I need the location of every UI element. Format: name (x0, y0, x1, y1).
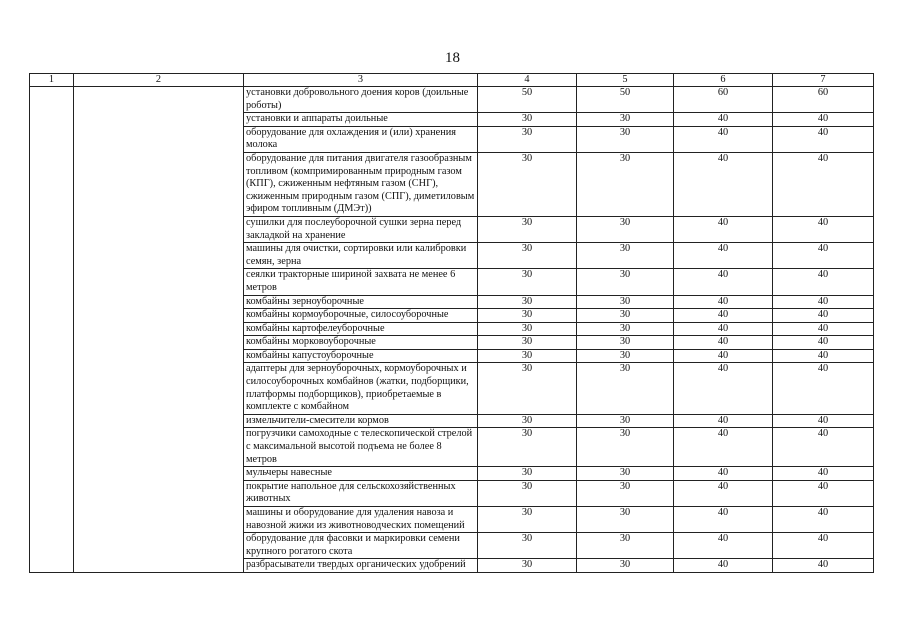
value-cell-c5: 30 (577, 309, 674, 323)
equipment-name-cell: погрузчики самоходные с телескопической стрелой с максимальной высотой подъема не более 8 метров (244, 428, 478, 467)
value-cell-c5: 30 (577, 322, 674, 336)
equipment-name-cell: комбайны морковоуборочные (244, 336, 478, 350)
value-cell-c6: 40 (674, 295, 773, 309)
value-cell-c4: 30 (478, 507, 577, 533)
column-header: 5 (577, 74, 674, 87)
column-header: 1 (30, 74, 74, 87)
table-row (30, 87, 874, 113)
column-header: 6 (674, 74, 773, 87)
value-cell-c4: 30 (478, 113, 577, 127)
equipment-name-cell: комбайны кормоуборочные, силосоуборочные (244, 309, 478, 323)
column-number-row (30, 74, 874, 87)
value-cell-c6: 40 (674, 243, 773, 269)
value-cell-c7: 40 (773, 363, 874, 414)
value-cell-c5: 30 (577, 295, 674, 309)
equipment-name-cell: установки и аппараты доильные (244, 113, 478, 127)
value-cell-c4: 30 (478, 216, 577, 242)
equipment-table (29, 73, 874, 573)
value-cell-c5: 30 (577, 363, 674, 414)
value-cell-c4: 30 (478, 428, 577, 467)
value-cell-c4: 30 (478, 414, 577, 428)
equipment-name-cell: оборудование для охлаждения и (или) хранения молока (244, 126, 478, 152)
value-cell-c7: 40 (773, 336, 874, 350)
value-cell-c7: 40 (773, 126, 874, 152)
value-cell-c5: 30 (577, 126, 674, 152)
equipment-name-cell: оборудование для питания двигателя газообразным топливом (компримированным природным газом (КПГ), сжиженным нефтяным газом (СНГ), сжиженным природным газом (СПГ), диметиловым эфиром топливным (ДМЭт)) (244, 152, 478, 216)
value-cell-c4: 30 (478, 152, 577, 216)
column-header: 4 (478, 74, 577, 87)
value-cell-c7: 40 (773, 243, 874, 269)
value-cell-c6: 40 (674, 322, 773, 336)
equipment-name-cell: мульчеры навесные (244, 467, 478, 481)
value-cell-c7: 40 (773, 322, 874, 336)
value-cell-c4: 30 (478, 363, 577, 414)
column-header: 2 (74, 74, 244, 87)
value-cell-c7: 40 (773, 269, 874, 295)
merged-cell-col-1 (30, 87, 74, 573)
value-cell-c6: 40 (674, 533, 773, 559)
value-cell-c4: 30 (478, 336, 577, 350)
value-cell-c4: 30 (478, 295, 577, 309)
value-cell-c4: 30 (478, 480, 577, 506)
value-cell-c5: 30 (577, 152, 674, 216)
value-cell-c6: 40 (674, 152, 773, 216)
value-cell-c5: 30 (577, 467, 674, 481)
value-cell-c7: 40 (773, 559, 874, 573)
value-cell-c5: 30 (577, 349, 674, 363)
merged-cell-col-2 (74, 87, 244, 573)
value-cell-c5: 50 (577, 87, 674, 113)
value-cell-c7: 40 (773, 152, 874, 216)
value-cell-c5: 30 (577, 414, 674, 428)
value-cell-c6: 40 (674, 363, 773, 414)
table-body (30, 87, 874, 573)
equipment-name-cell: машины для очистки, сортировки или калибровки семян, зерна (244, 243, 478, 269)
value-cell-c4: 50 (478, 87, 577, 113)
equipment-name-cell: сушилки для послеуборочной сушки зерна перед закладкой на хранение (244, 216, 478, 242)
value-cell-c7: 40 (773, 414, 874, 428)
equipment-name-cell: разбрасыватели твердых органических удобрений (244, 559, 478, 573)
value-cell-c7: 40 (773, 216, 874, 242)
equipment-name-cell: адаптеры для зерноуборочных, кормоуборочных и силосоуборочных комбайнов (жатки, подборщики, платформы подборщиков), приобретаемые в комплекте с комбайном (244, 363, 478, 414)
value-cell-c7: 40 (773, 309, 874, 323)
value-cell-c4: 30 (478, 243, 577, 269)
column-header: 3 (244, 74, 478, 87)
value-cell-c4: 30 (478, 467, 577, 481)
value-cell-c6: 40 (674, 467, 773, 481)
value-cell-c4: 30 (478, 533, 577, 559)
value-cell-c4: 30 (478, 126, 577, 152)
value-cell-c6: 40 (674, 414, 773, 428)
value-cell-c6: 40 (674, 126, 773, 152)
value-cell-c6: 40 (674, 309, 773, 323)
value-cell-c6: 40 (674, 480, 773, 506)
equipment-name-cell: измельчители-смесители кормов (244, 414, 478, 428)
equipment-name-cell: покрытие напольное для сельскохозяйственных животных (244, 480, 478, 506)
equipment-name-cell: сеялки тракторные шириной захвата не менее 6 метров (244, 269, 478, 295)
value-cell-c7: 40 (773, 113, 874, 127)
equipment-name-cell: комбайны картофелеуборочные (244, 322, 478, 336)
value-cell-c4: 30 (478, 559, 577, 573)
value-cell-c4: 30 (478, 349, 577, 363)
equipment-name-cell: комбайны зерноуборочные (244, 295, 478, 309)
column-header: 7 (773, 74, 874, 87)
equipment-name-cell: оборудование для фасовки и маркировки семени крупного рогатого скота (244, 533, 478, 559)
value-cell-c6: 40 (674, 113, 773, 127)
value-cell-c6: 40 (674, 428, 773, 467)
value-cell-c6: 40 (674, 559, 773, 573)
page-number: 18 (445, 50, 460, 66)
value-cell-c5: 30 (577, 480, 674, 506)
equipment-name-cell: комбайны капустоуборочные (244, 349, 478, 363)
value-cell-c6: 40 (674, 336, 773, 350)
value-cell-c5: 30 (577, 533, 674, 559)
value-cell-c5: 30 (577, 216, 674, 242)
value-cell-c5: 30 (577, 559, 674, 573)
value-cell-c4: 30 (478, 322, 577, 336)
equipment-name-cell: установки добровольного доения коров (доильные роботы) (244, 87, 478, 113)
value-cell-c5: 30 (577, 113, 674, 127)
value-cell-c5: 30 (577, 507, 674, 533)
equipment-name-cell: машины и оборудование для удаления навоза и навозной жижи из животноводческих помещений (244, 507, 478, 533)
value-cell-c7: 40 (773, 295, 874, 309)
value-cell-c4: 30 (478, 269, 577, 295)
value-cell-c6: 40 (674, 349, 773, 363)
value-cell-c7: 40 (773, 428, 874, 467)
value-cell-c7: 40 (773, 507, 874, 533)
value-cell-c7: 40 (773, 467, 874, 481)
value-cell-c5: 30 (577, 336, 674, 350)
value-cell-c7: 40 (773, 480, 874, 506)
value-cell-c6: 40 (674, 269, 773, 295)
value-cell-c6: 60 (674, 87, 773, 113)
value-cell-c5: 30 (577, 428, 674, 467)
value-cell-c7: 40 (773, 349, 874, 363)
value-cell-c6: 40 (674, 216, 773, 242)
value-cell-c6: 40 (674, 507, 773, 533)
value-cell-c5: 30 (577, 269, 674, 295)
value-cell-c4: 30 (478, 309, 577, 323)
value-cell-c7: 40 (773, 533, 874, 559)
value-cell-c7: 60 (773, 87, 874, 113)
value-cell-c5: 30 (577, 243, 674, 269)
